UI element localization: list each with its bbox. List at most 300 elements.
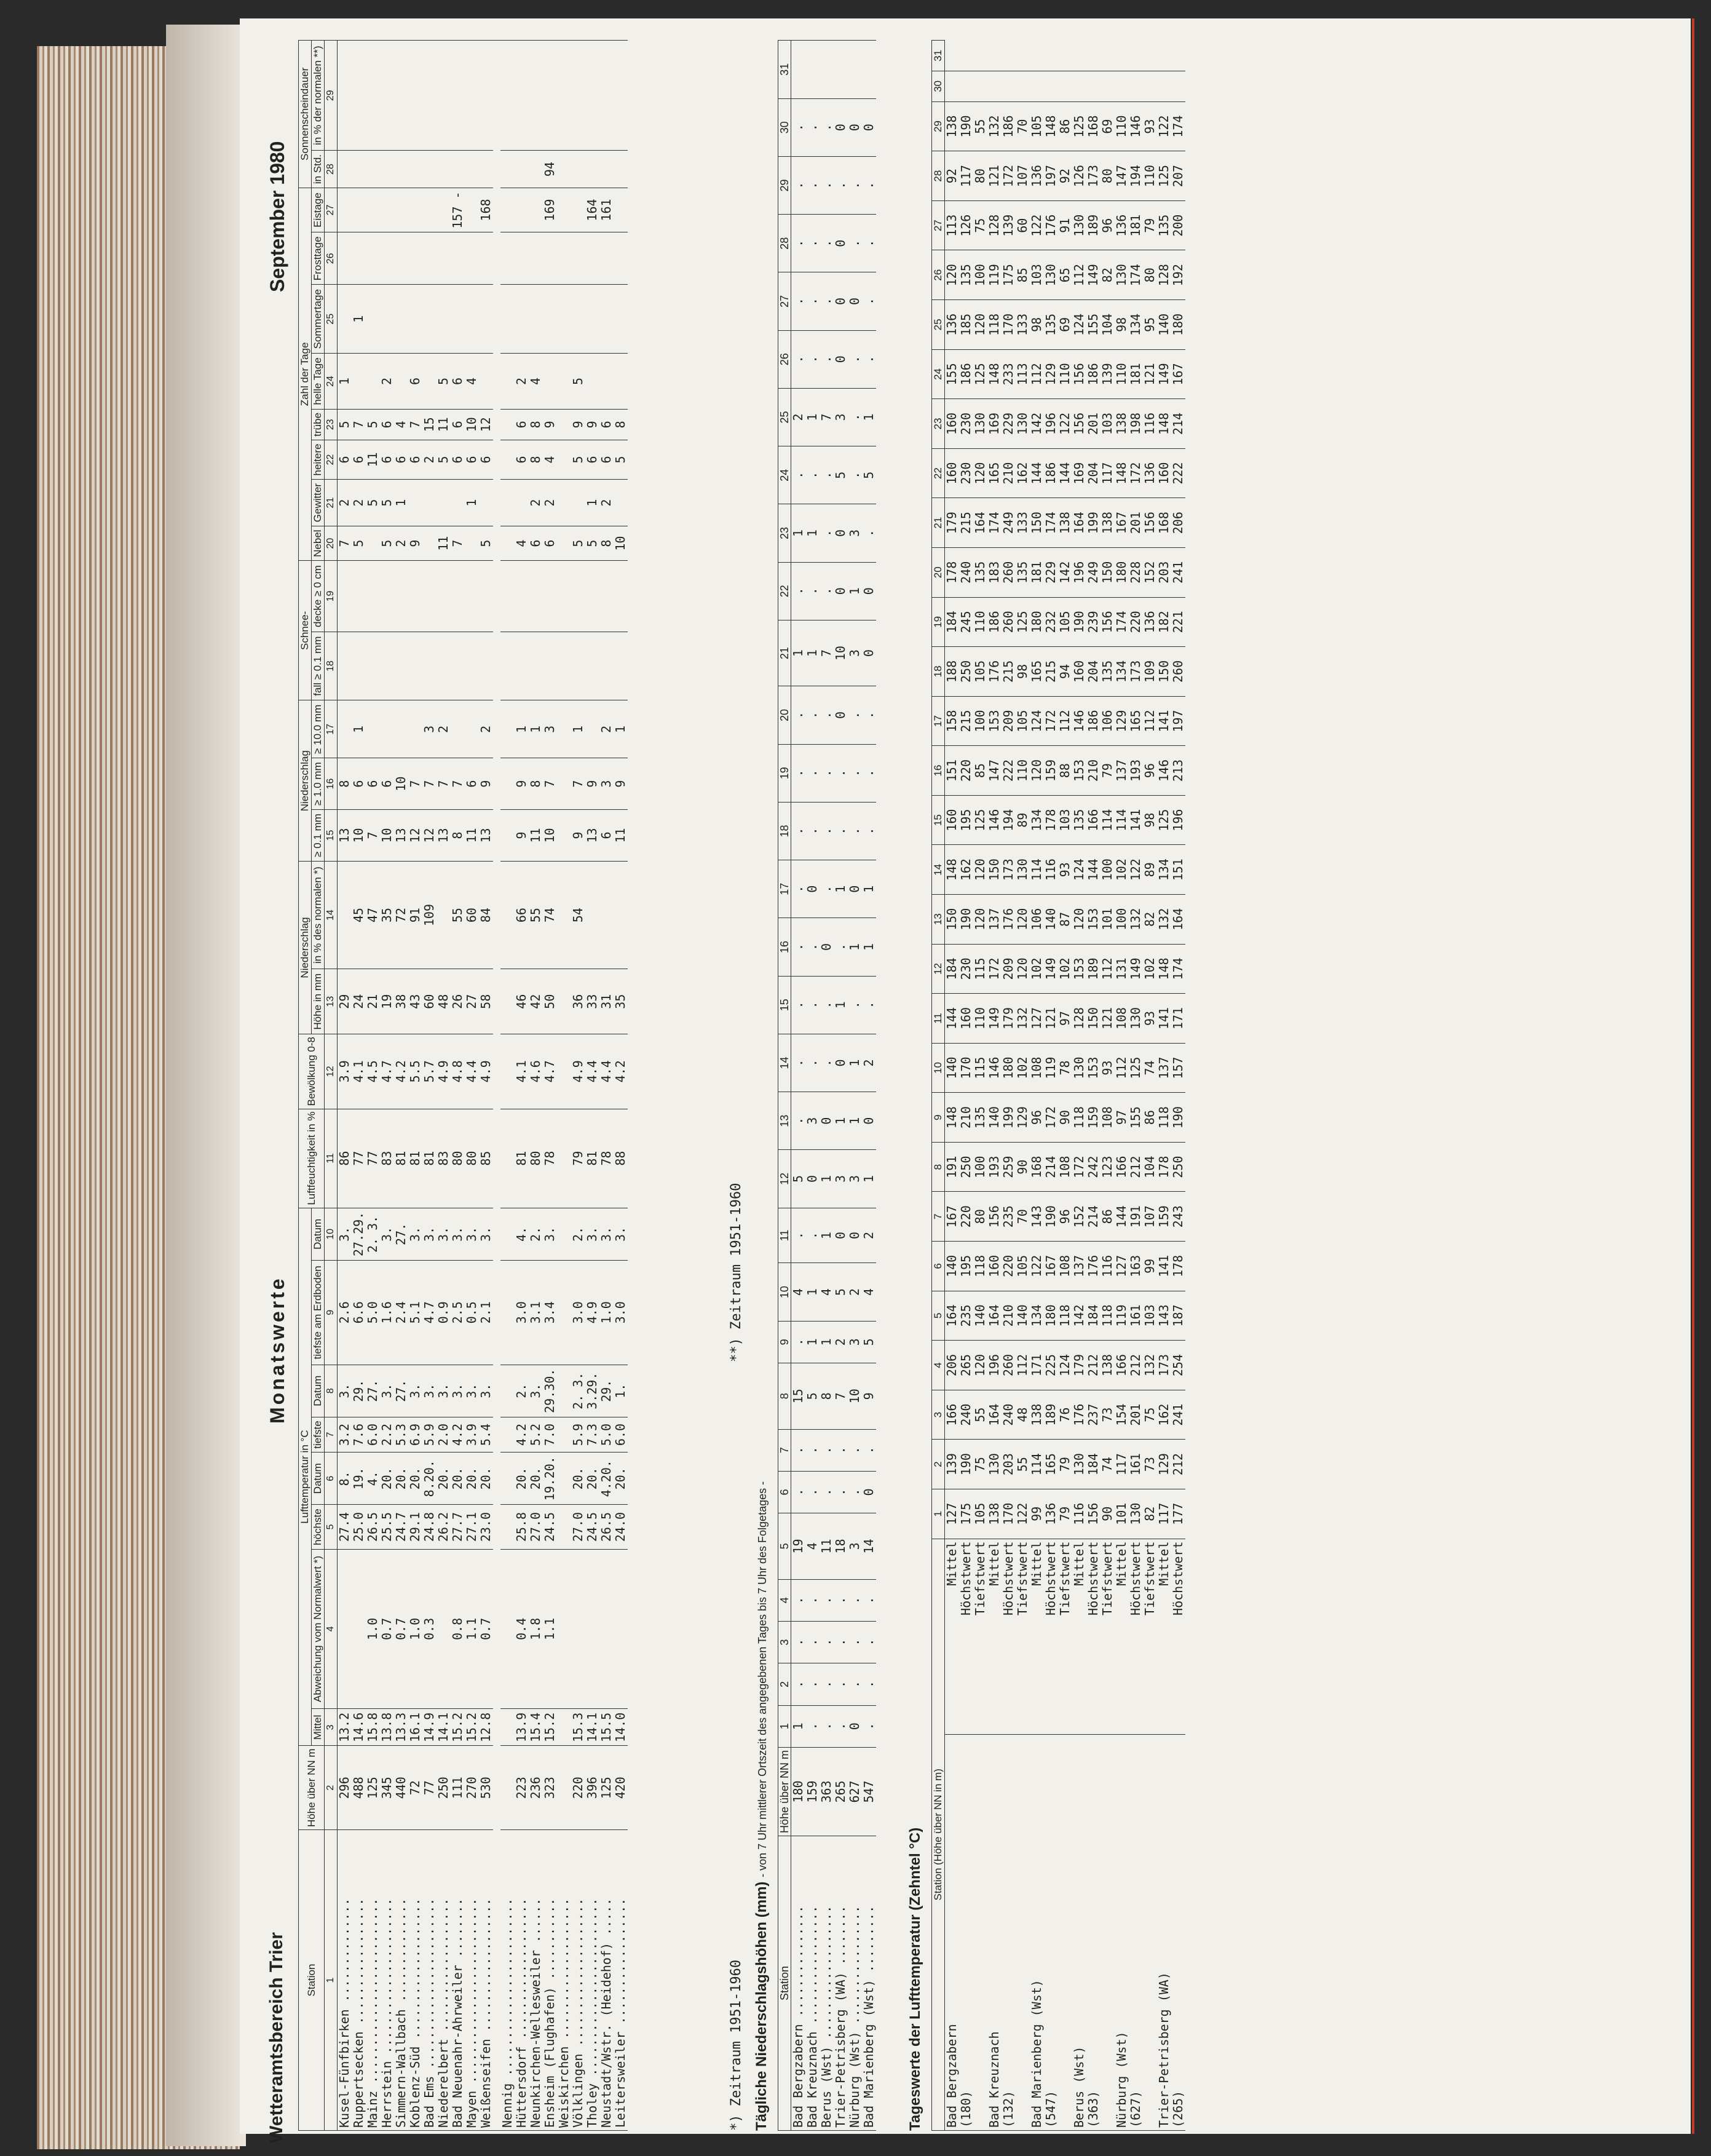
table-cell: 265 [959,1341,973,1390]
table-cell [422,151,437,188]
table-cell: 5 [338,409,352,440]
table-cell: 47 [366,861,380,969]
table-cell: 1 [791,620,806,686]
table-cell: 82 [1143,895,1157,945]
table-cell: . [820,1579,834,1621]
station-name: (363) [1086,1734,1100,2130]
day-header: 24 [932,349,945,399]
table-cell [1100,71,1115,101]
temp-title: Tageswerte der Lufttemperatur (Zehntel °C) [907,1827,923,2131]
table-cell: 172 [987,944,1002,994]
table-cell: 210 [959,1093,973,1143]
table-cell: 46 [515,969,529,1034]
day-header: 7 [932,1192,945,1242]
table-cell: 189 [1086,200,1100,250]
table-cell: 0 [834,1034,848,1092]
table-cell: 98 [1115,300,1129,350]
column-number: 5 [325,1505,338,1549]
table-cell: 1 [805,620,820,686]
table-cell: . [820,272,834,330]
table-cell: 5.9 [422,1417,437,1452]
table-cell: 114 [1030,845,1044,895]
col-frost: Frosttage [312,232,325,285]
table-cell: 165 [1129,696,1143,746]
value-label: Tiefstwert [1016,1539,1030,1734]
table-cell: . [848,1579,862,1621]
table-cell: 119 [987,250,1002,300]
table-cell: 111 [451,1746,465,1830]
book-binding-shadow [166,25,246,2146]
table-cell: 4.1 [515,1034,529,1109]
table-cell: 3. [338,1365,352,1417]
table-cell: 85 [479,1109,493,1208]
col-heiter: heitere [312,440,325,479]
table-cell: 0 [848,1208,862,1263]
table-cell: 136 [945,300,960,350]
table-cell: . [862,272,876,330]
table-cell: 250 [1171,1142,1185,1192]
table-row [848,41,862,2131]
table-cell [437,1549,451,1709]
table-cell: 3.9 [465,1417,479,1452]
table-cell: 4.5 [366,1034,380,1109]
table-cell: 0.8 [451,1549,465,1709]
value-label: Höchstwert [1171,1539,1185,1734]
table-cell [543,354,557,410]
table-cell: 2 [862,1034,876,1092]
table-cell [529,232,543,285]
table-cell [614,861,628,969]
table-cell: 0 [848,860,862,918]
table-cell: . [848,802,862,860]
table-cell: 150 [1157,647,1171,697]
table-cell: 94 [1058,647,1072,697]
table-cell: 7 [451,526,465,561]
table-cell: 118 [1072,1093,1086,1143]
table-cell: 2.4 [394,1261,408,1365]
table-cell: 1 [834,976,848,1034]
table-cell: 5 [366,409,380,440]
table-row [408,41,422,2131]
table-cell: 179 [945,498,960,548]
table-cell: 50 [543,969,557,1034]
table-cell [585,700,599,758]
table-cell [366,188,380,232]
table-cell: 8 [529,409,543,440]
day-header: 23 [778,504,791,562]
station-name: Tholey ........................ [585,1830,599,2131]
table-cell: 153 [1086,1043,1100,1093]
station-name: Trier-Petrisberg (WA) [1157,1734,1171,2130]
table-cell [614,41,628,151]
table-cell: 8 [529,440,543,479]
day-header: 17 [778,860,791,918]
table-cell: 93 [1143,994,1157,1044]
table-cell: 260 [1002,597,1016,647]
table-cell [380,561,394,632]
table-cell: 80 [451,1109,465,1208]
column-number: 24 [325,354,338,410]
table-cell [394,700,408,758]
row-spacer [493,41,500,2131]
station-name: Nürburg (Wst) ................ [848,1836,862,2131]
table-cell: 172 [1044,696,1058,746]
table-cell [585,285,599,354]
table-cell [820,41,834,99]
table-cell: 1.0 [366,1549,380,1709]
table-cell [500,480,515,526]
value-label: Höchstwert [1086,1539,1100,1734]
table-cell [479,285,493,354]
table-cell: 4.7 [380,1034,394,1109]
table-cell: 179 [1002,994,1016,1044]
table-cell: 69 [1058,300,1072,350]
table-cell: 128 [987,200,1002,250]
table-cell: 167 [1171,349,1185,399]
table-cell [366,632,380,700]
table-cell: 167 [1115,498,1129,548]
table-cell: 240 [959,547,973,597]
table-row [585,41,599,2131]
table-cell [366,41,380,151]
table-cell: 29. [352,1365,366,1417]
day-header: 2 [932,1440,945,1489]
day-header: 13 [932,895,945,945]
table-cell: 129 [1016,1093,1030,1143]
table-cell: 212 [1171,1440,1185,1489]
column-number: 12 [325,1034,338,1109]
table-cell: 186 [1002,101,1016,151]
column-number: 6 [325,1453,338,1505]
table-cell: 215 [959,696,973,746]
table-cell: 172 [1129,448,1143,498]
col-feuchte: Luftfeuchtigkeit in % [299,1109,325,1208]
table-cell [1143,71,1157,101]
table-cell: 6 [465,440,479,479]
table-cell: 172 [1072,1142,1086,1192]
table-cell: 118 [987,300,1002,350]
table-cell: 189 [1044,1390,1058,1440]
table-cell: 1.6 [380,1261,394,1365]
table-cell: . [834,1579,848,1621]
table-cell: 97 [1058,994,1072,1044]
table-cell [599,632,614,700]
column-number: 20 [325,526,338,561]
table-cell: 118 [1100,1291,1115,1341]
table-cell: 1 [862,388,876,446]
day-header: 26 [932,250,945,300]
table-cell [479,232,493,285]
table-cell: 153 [1072,944,1086,994]
table-cell: 142 [1058,547,1072,597]
table-cell: 139 [945,1440,960,1489]
table-cell [614,354,628,410]
table-cell: 5.1 [408,1261,422,1365]
table-cell [422,232,437,285]
table-cell: 1 [805,504,820,562]
table-cell: . [820,330,834,388]
table-cell: 6 [515,440,529,479]
day-header: 27 [778,272,791,330]
table-cell [571,1549,585,1709]
table-cell: 1 [848,1034,862,1092]
table-cell [380,232,394,285]
table-cell: 204 [1086,448,1100,498]
table-cell [557,354,571,410]
table-cell: 115 [973,1043,987,1093]
table-cell: 4.6 [529,1034,543,1109]
table-cell: 196 [987,1341,1002,1390]
table-cell [805,41,820,99]
table-cell: 144 [1030,448,1044,498]
precip-header-row [778,41,791,2131]
table-cell: 124 [1072,845,1086,895]
table-cell: 164 [987,1291,1002,1341]
table-cell: 1 [394,480,408,526]
table-cell: 192 [1171,250,1185,300]
table-cell: 176 [1002,895,1016,945]
table-cell [366,285,380,354]
table-cell [366,561,380,632]
table-cell [352,1549,366,1709]
table-row [437,41,451,2131]
table-cell: 139 [1002,200,1016,250]
day-header: 1 [778,1705,791,1747]
column-number: 13 [325,969,338,1034]
table-cell: 169 [1072,448,1086,498]
table-cell: 242 [1086,1142,1100,1192]
table-cell: . [805,1663,820,1705]
table-cell: 27.29. [352,1208,366,1260]
table-cell: 0 [862,98,876,156]
table-cell: 101 [1115,1489,1129,1539]
table-cell [422,526,437,561]
table-cell: . [805,1621,820,1663]
table-cell: 4 [805,1513,820,1579]
table-cell: 5 [614,440,628,479]
table-cell: 164 [1072,498,1086,548]
table-cell: 164 [945,1291,960,1341]
table-cell: 134 [1030,1291,1044,1341]
table-cell: 0 [848,1705,862,1747]
table-cell: 6 [380,440,394,479]
table-cell: 70 [1016,1192,1030,1242]
table-cell: 201 [1086,399,1100,449]
col-abw: Abweichung vom Normalwert *) [312,1549,325,1709]
table-cell: 235 [959,1291,973,1341]
table-cell [585,861,599,969]
table-cell [571,561,585,632]
table-cell: 4.2 [394,1034,408,1109]
table-cell: 176 [1086,1242,1100,1291]
table-cell: 1.8 [529,1549,543,1709]
table-cell: 8 [614,409,628,440]
table-cell: 112 [1100,944,1115,994]
table-row [422,41,437,2131]
table-cell: 345 [380,1746,394,1830]
table-cell: 5 [380,526,394,561]
value-label: Höchstwert [1002,1539,1016,1734]
table-cell: . [862,1663,876,1705]
table-cell: 27. [394,1365,408,1417]
table-cell [543,232,557,285]
table-cell: 3. [479,1365,493,1417]
table-cell: . [791,98,806,156]
table-cell: 243 [1171,1192,1185,1242]
table-cell: 0 [834,562,848,620]
table-cell [557,758,571,810]
day-header: 1 [932,1489,945,1539]
table-cell: . [848,1471,862,1513]
table-cell [465,285,479,354]
table-cell [500,151,515,188]
table-cell: 10 [848,1363,862,1429]
table-cell: 3. [408,1208,422,1260]
table-cell: 60 [1016,200,1030,250]
day-header: 21 [932,498,945,548]
day-header: 16 [932,746,945,796]
table-cell: 81 [422,1109,437,1208]
table-cell: 180 [1115,547,1129,597]
table-cell [571,480,585,526]
table-cell: 1 [585,480,599,526]
table-cell: 9 [585,409,599,440]
table-cell: 7 [338,526,352,561]
column-number: 1 [325,1830,338,2131]
station-name: Hüttersdorf ................... [515,1830,529,2131]
table-cell: 3. [599,1208,614,1260]
table-cell: 132 [987,101,1002,151]
table-cell: 125 [1129,1043,1143,1093]
table-cell: 155 [1129,1093,1143,1143]
table-cell: 48 [1016,1390,1030,1440]
table-cell: 194 [1129,151,1143,201]
table-cell: . [791,976,806,1034]
table-cell [614,561,628,632]
table-cell: 137 [1072,1242,1086,1291]
station-name: Bad Marienberg (Wst) ......... [862,1836,876,2131]
table-cell: 11 [437,526,451,561]
table-cell: . [820,1471,834,1513]
table-cell: 160 [1157,448,1171,498]
table-cell: 159 [1044,746,1058,796]
station-name: Bad Ems ....................... [422,1830,437,2131]
table-cell: 3. [465,1365,479,1417]
table-cell: . [805,1429,820,1471]
table-cell: . [834,802,848,860]
table-cell: 90 [1058,1093,1072,1143]
table-cell: . [791,446,806,504]
table-cell [1115,71,1129,101]
table-cell [529,41,543,151]
day-header: 20 [778,686,791,744]
table-cell: 3. [614,1208,628,1260]
table-cell: . [791,330,806,388]
table-cell: 4.8 [451,1034,465,1109]
table-cell: 113 [945,200,960,250]
table-cell: 11 [614,810,628,862]
precip-title [753,1481,770,2131]
table-cell: 82 [1100,250,1115,300]
table-cell [451,41,465,151]
table-cell: 150 [1030,498,1044,548]
table-cell: 83 [380,1109,394,1208]
column-number: 15 [325,810,338,862]
table-cell: 180 [1171,300,1185,350]
table-cell: 55 [451,861,465,969]
table-cell [451,632,465,700]
table-cell: 138 [1058,498,1072,548]
table-cell: 144 [945,994,960,1044]
value-label: Tiefstwert [1143,1539,1157,1734]
table-cell: 201 [1129,1390,1143,1440]
table-cell: 2 [394,526,408,561]
table-cell [834,41,848,99]
table-cell: 176 [1044,200,1058,250]
table-cell: 230 [959,399,973,449]
table-cell [422,285,437,354]
table-cell: 1 [834,860,848,918]
table-cell: 144 [1058,448,1072,498]
table-cell [500,1453,515,1505]
table-cell: 178 [1157,1142,1171,1192]
table-cell [515,285,529,354]
table-cell: . [805,98,820,156]
table-cell: 260 [1171,647,1185,697]
table-cell: 118 [1157,1093,1171,1143]
table-cell: 132 [1143,1341,1157,1390]
table-cell: 27. [394,1208,408,1260]
table-cell: 5 [352,526,366,561]
table-cell: 141 [1129,795,1143,845]
table-cell: 15.2 [465,1709,479,1746]
table-cell: 174 [987,498,1002,548]
table-cell: 130 [1072,1043,1086,1093]
table-row [987,41,1002,2131]
table-cell: 6 [515,409,529,440]
table-cell: 112 [1016,1341,1030,1390]
table-cell: 149 [1086,250,1100,300]
day-header: 9 [778,1321,791,1363]
table-cell: 116 [1143,399,1157,449]
table-cell [599,41,614,151]
table-cell: . [805,1705,820,1747]
table-cell: 110 [1016,746,1030,796]
table-cell: 254 [1171,1341,1185,1390]
table-cell: . [848,156,862,214]
table-cell: . [862,976,876,1034]
table-cell: 138 [945,101,960,151]
day-header: 29 [778,156,791,214]
table-cell: 1 [820,1321,834,1363]
table-cell: 166 [945,1390,960,1440]
table-cell: 141 [1157,1242,1171,1291]
table-cell: 148 [945,845,960,895]
table-cell: 190 [1044,1192,1058,1242]
table-cell: 157 [1171,1043,1185,1093]
table-cell [585,632,599,700]
table-cell: 4.9 [571,1034,585,1109]
table-cell [557,561,571,632]
table-cell: 29. [599,1365,614,1417]
table-cell: 79 [1143,200,1157,250]
table-cell: 207 [1171,151,1185,201]
table-cell [557,700,571,758]
table-cell [338,700,352,758]
table-cell: 156 [987,1192,1002,1242]
table-cell: 0 [848,98,862,156]
table-cell: 18 [834,1513,848,1579]
